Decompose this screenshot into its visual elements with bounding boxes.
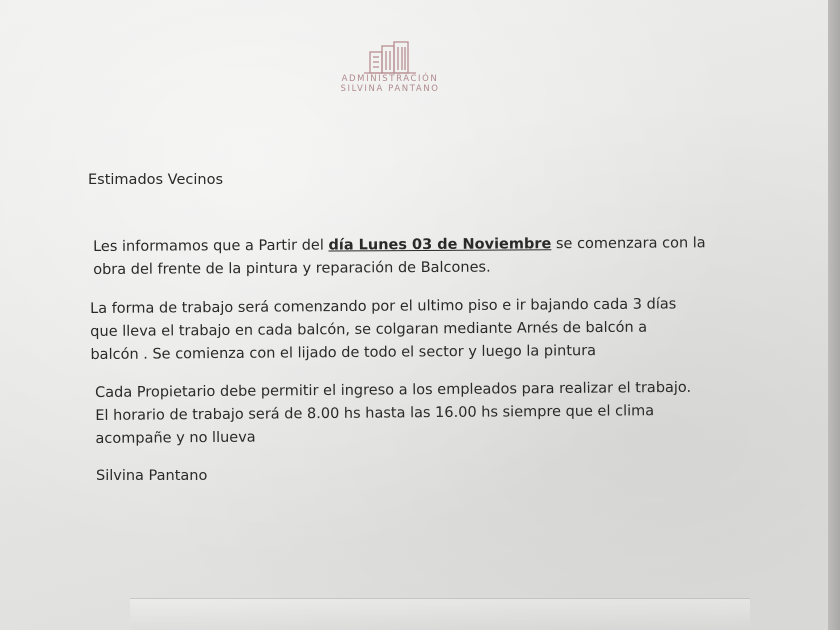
paragraph-3-line: Cada Propietario debe permitir el ingreso a los empleados para realizar el trabajo. [95, 379, 692, 401]
paragraph-1-after: se comenzara con la [551, 235, 706, 253]
paragraph-start-date [93, 232, 706, 282]
paragraph-2-line: que lleva el trabajo en cada balcón, se colgaran mediante Arnés de balcón a [90, 319, 648, 340]
paragraph-3-line: acompañe y no llueva [95, 429, 256, 447]
bottom-paper-strip [130, 598, 750, 630]
paper-edge [828, 0, 840, 630]
paragraph-1-line-1 [93, 232, 706, 259]
letterhead-line-2: SILVINA PANTANO [340, 84, 440, 94]
paragraph-1-line-2: obra del frente de la pintura y reparación de Balcones. [93, 259, 491, 278]
paragraph-3-line: El horario de trabajo será de 8.00 hs hasta las 16.00 hs siempre que el clima [95, 403, 655, 424]
buildings-icon [360, 40, 420, 74]
letterhead [320, 40, 460, 94]
paragraph-2-line: La forma de trabajo será comenzando por el ultimo piso e ir bajando cada 3 días [90, 296, 677, 317]
paragraph-schedule [95, 377, 692, 451]
paragraph-1-before: Les informamos que a Partir del [93, 237, 329, 255]
letterhead-line-1: ADMINISTRACIÓN [341, 74, 439, 84]
signature: Silvina Pantano [96, 468, 208, 484]
greeting: Estimados Vecinos [88, 172, 224, 188]
paragraph-2-line: balcón . Se comienza con el lijado de todo el sector y luego la pintura [90, 343, 597, 363]
paragraph-work-method [90, 293, 677, 367]
start-date-highlight: día Lunes 03 de Noviembre [328, 236, 552, 254]
